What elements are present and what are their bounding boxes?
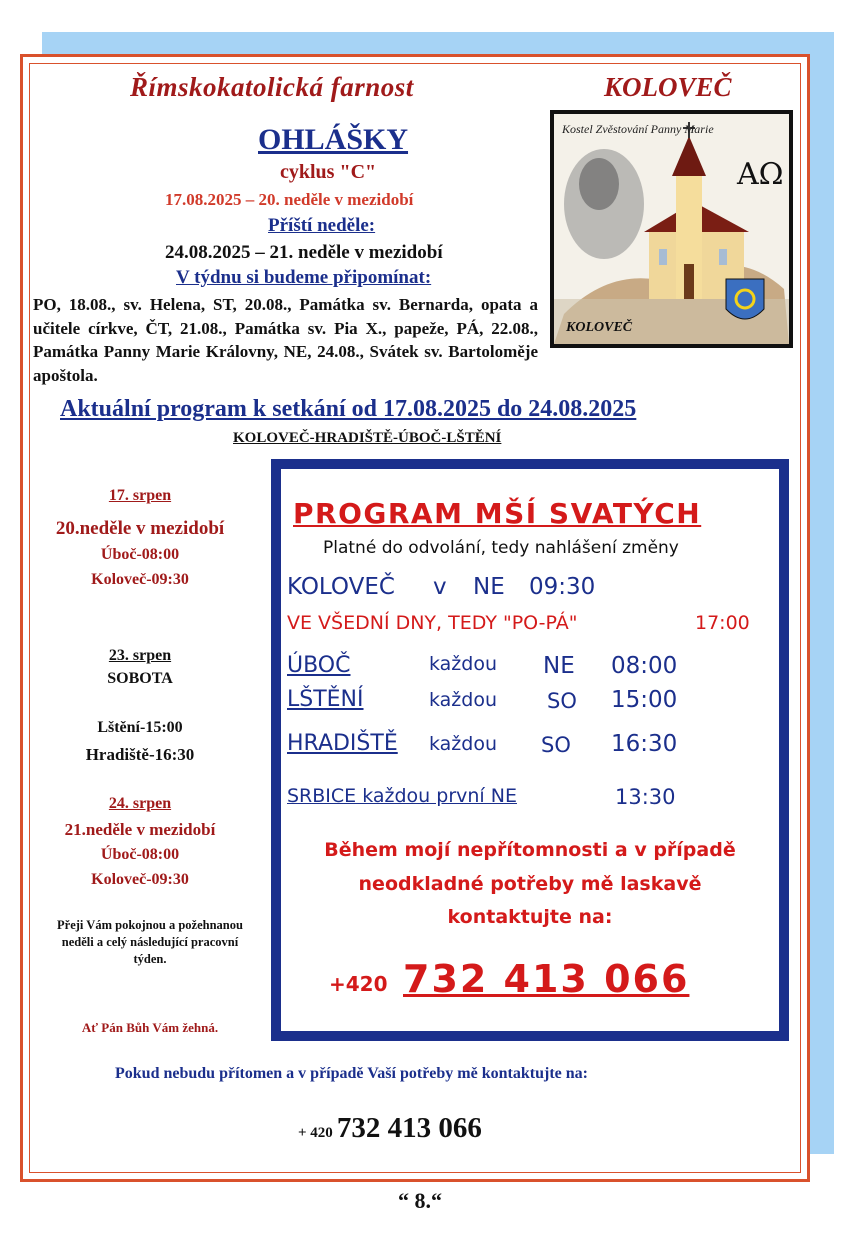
schedule-date-3: 24. srpen — [108, 795, 172, 812]
church-image — [550, 110, 793, 348]
board-srbice-label: SRBICE každou první NE — [287, 785, 517, 807]
board-absence-line: kontaktujte na: — [447, 906, 613, 928]
page-title: OHLÁŠKY — [258, 123, 409, 156]
footer-note: Pokud nebudu přítomen a v případě Vaší potřeby mě kontaktujte na: — [115, 1065, 588, 1082]
blessing-farewell: Ať Pán Bůh Vám žehná. — [81, 1020, 219, 1035]
schedule-day-1: 20.neděle v mezidobí — [55, 518, 225, 539]
next-sunday: 24.08.2025 – 21. neděle v mezidobí — [165, 242, 443, 263]
board-srbice-time: 13:30 — [615, 785, 676, 809]
program-title: Aktuální program k setkání od 17.08.2025 do 24.08.2025 — [60, 396, 637, 422]
schedule-day-3: 21.neděle v mezidobí — [64, 820, 216, 839]
board-absence-line: Během mojí nepřítomnosti a v případě — [324, 839, 736, 861]
board-row-time: 16:30 — [611, 731, 678, 757]
footer-phone: 732 413 066 — [336, 1112, 482, 1144]
board-row-place: LŠTĚNÍ — [287, 687, 364, 712]
church-place-label: KOLOVEČ — [566, 320, 633, 335]
board-row-day: NE — [543, 653, 575, 679]
svg-text:AΩ: AΩ — [737, 157, 784, 192]
church-caption: Kostel Zvěstování Panny Marie — [562, 122, 714, 136]
board-row-time: 15:00 — [611, 687, 678, 713]
next-sunday-label: Příští neděle: — [268, 215, 376, 236]
board-kolovec-time: 09:30 — [529, 574, 596, 600]
board-row-day: SO — [541, 733, 571, 757]
parish-name: Římskokatolická farnost — [130, 72, 414, 102]
liturgical-cycle: cyklus "C" — [280, 161, 377, 183]
board-row-every: každou — [429, 653, 498, 675]
week-label: V týdnu si budeme připomínat: — [176, 267, 432, 288]
board-absence-line: neodkladné potřeby mě laskavě — [358, 873, 702, 895]
schedule-line: Hradiště-16:30 — [85, 745, 195, 764]
board-row-every: každou — [429, 689, 498, 711]
schedule-line: Koloveč-09:30 — [91, 871, 189, 888]
church-illustration — [554, 114, 789, 344]
current-sunday: 17.08.2025 – 20. neděle v mezidobí — [165, 190, 414, 209]
footer-phone-line — [298, 1112, 482, 1145]
board-row-every: každou — [429, 733, 498, 755]
board-row-day: SO — [547, 689, 577, 713]
board-phone: 732 413 066 — [403, 957, 690, 1001]
board-title: PROGRAM MŠÍ SVATÝCH — [293, 497, 702, 530]
board-row-place: ÚBOČ — [287, 653, 351, 678]
blessing-text: Přeji Vám pokojnou a požehnanou neděli a celý následující pracovní týden. — [57, 918, 243, 966]
footer-phone-prefix: + 420 — [298, 1125, 333, 1141]
board-kolovec-day: NE — [473, 574, 505, 600]
schedule-line: Úboč-08:00 — [100, 546, 180, 563]
board-valid-note: Platné do odvolání, tedy nahlášení změny — [323, 538, 679, 558]
page-number: “ 8.“ — [398, 1188, 442, 1213]
feasts-text: PO, 18.08., sv. Helena, ST, 20.08., Památka sv. Bernarda, opata a učitele církve, ČT, 21.08., Památka sv. Pia X., papeže, PÁ, 22.08., Památka Panny Marie Královny, NE, 24.08., Svátek sv. Bartoloměje apoštola. — [33, 295, 538, 385]
mass-schedule-board — [271, 459, 789, 1041]
board-weekdays-time: 17:00 — [695, 612, 750, 634]
board-row-time: 08:00 — [611, 653, 678, 679]
schedule-line: Úboč-08:00 — [100, 846, 180, 863]
schedule-date-2: 23. srpen — [108, 647, 172, 664]
schedule-day-2: SOBOTA — [107, 670, 173, 687]
board-row-place: HRADIŠTĚ — [287, 731, 398, 756]
board-kolovec-v: v — [433, 574, 447, 600]
board-weekdays-label: VE VŠEDNÍ DNY, TEDY "PO-PÁ" — [287, 612, 578, 634]
program-route: KOLOVEČ-HRADIŠTĚ-ÚBOČ-LŠTĚNÍ — [233, 430, 502, 446]
schedule-line: Koloveč-09:30 — [91, 571, 189, 588]
parish-place: KOLOVEČ — [604, 72, 732, 102]
schedule-date-1: 17. srpen — [108, 487, 172, 504]
board-phone-prefix: +420 — [329, 972, 388, 996]
board-kolovec-place: KOLOVEČ — [287, 574, 395, 600]
schedule-line: Lštění-15:00 — [97, 719, 183, 736]
